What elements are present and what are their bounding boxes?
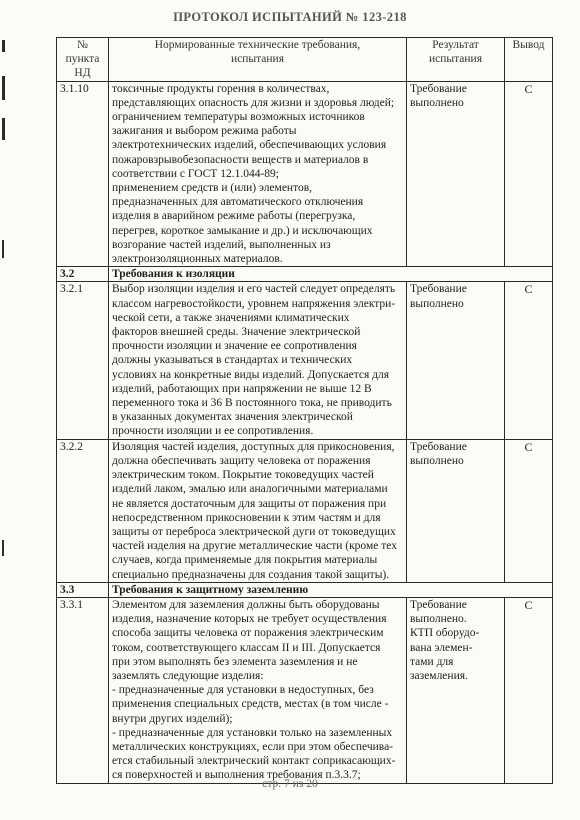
requirement-line: прочности изоляции и значение ее сопротивления [112, 340, 357, 353]
clause-number: 3.2.2 [57, 439, 109, 582]
table-body [57, 81, 553, 783]
requirement-text [109, 439, 407, 582]
section-number: 3.3 [57, 582, 109, 597]
requirement-line: зажигания и выбором режима работы [112, 125, 297, 138]
requirement-line: - предназначенные для установки только на заземленных [112, 726, 393, 739]
requirement-line: электроизоляционных материалов. [112, 253, 283, 266]
test-result [407, 282, 505, 439]
conclusion-mark: С [505, 439, 553, 582]
requirement-line: при этом выполнять без элемента заземления и не [112, 655, 358, 668]
clause-number: 3.2.1 [57, 282, 109, 439]
section-title: Требования к защитному заземлению [109, 582, 553, 597]
result-line: заземления. [410, 669, 468, 682]
column-header-conclusion: Вывод [505, 38, 553, 82]
result-line: выполнено. [410, 613, 467, 626]
requirement-line: классом нагревостойкости, уровнем напряжения электри- [112, 297, 396, 310]
result-line: выполнено [410, 454, 464, 467]
requirement-line: внутри других изделий); [112, 712, 233, 725]
table-header-row [57, 38, 553, 82]
page-title: ПРОТОКОЛ ИСПЫТАНИЙ № 123-218 [173, 10, 407, 24]
requirement-line: возгорание частей изделий, выполненных из [112, 238, 331, 251]
result-line: вана элемен- [410, 641, 473, 654]
section-row [57, 267, 553, 282]
column-header-clause-number [57, 38, 109, 82]
header-line: испытания [428, 53, 482, 66]
section-title: Требования к изоляции [109, 267, 553, 282]
requirement-line: ограничением температуры возможных источников [112, 111, 365, 124]
table-row [57, 439, 553, 582]
column-header-result [407, 38, 505, 82]
requirement-line: ся поверхностей и выполнения требования п.3.3.7; [112, 769, 361, 782]
requirement-line: в указанных документах значения электрической [112, 411, 353, 424]
test-result [407, 81, 505, 267]
requirement-line: не является достаточным для защиты от поражения при [112, 497, 387, 510]
header-line: Нормированные технические требования, [154, 39, 361, 51]
requirement-text [109, 597, 407, 783]
result-line: КТП оборудо- [410, 627, 480, 640]
header-line: Результат [432, 39, 479, 51]
clause-number: 3.3.1 [57, 597, 109, 783]
requirement-line: защиты от переброса электрической дуги от токоведущих [112, 525, 396, 538]
requirement-line: Выбор изоляции изделия и его частей следует определять [112, 283, 396, 296]
clause-number: 3.1.10 [57, 81, 109, 267]
requirement-line: применения специальных средств, местах (в том числе - [112, 698, 389, 711]
requirement-line: факторов внешней среды. Значение электрической [112, 326, 361, 339]
protocol-table [56, 37, 553, 784]
requirement-line: изделия, назначение которых не требует осуществления [112, 613, 387, 626]
table-row [57, 282, 553, 439]
requirement-line: электрическим током. Покрытие токоведущих частей [112, 469, 374, 482]
header-line: пункта [65, 53, 100, 66]
binding-marks [0, 0, 12, 820]
requirement-line: переменного тока и 36 В постоянного тока, не приводить [112, 397, 392, 410]
requirement-line: - предназначенные для установки в недоступных, без [112, 684, 374, 697]
requirement-line: частей изделия на другие металлические части (кроме тех [112, 540, 397, 553]
requirement-line: металлических конструкциях, если при этом обеспечива- [112, 740, 393, 753]
requirement-line: изделий лаком, эмалью или аналогичными материалами [112, 483, 388, 496]
requirement-line: предназначенных для автоматического отключения [112, 196, 364, 209]
requirement-line: условиях на конкретные виды изделий. Допускается для [112, 368, 390, 381]
requirement-line: заземлять следующие изделия: [112, 669, 264, 682]
result-line: тами для [410, 655, 454, 668]
requirement-line: должна обеспечивать защиту человека от поражения [112, 454, 371, 467]
result-line: выполнено [410, 297, 464, 310]
test-result [407, 439, 505, 582]
page-number: стр. 7 из 20 [262, 778, 318, 790]
requirement-line: ется стабильный электрический контакт соприкасающих- [112, 755, 396, 768]
header-line: № [77, 39, 88, 51]
requirement-line: прочности изоляции и ее сопротивления. [112, 425, 314, 438]
requirement-line: непосредственном прикосновении к этим частям и для [112, 511, 381, 524]
requirement-line: Изоляция частей изделия, доступных для прикосновения, [112, 440, 395, 453]
result-line: Требование [410, 283, 467, 296]
section-row [57, 582, 553, 597]
conclusion-mark: С [505, 597, 553, 783]
requirement-line: пожаровзрывобезопасности веществ и материалов в [112, 153, 369, 166]
requirement-line: Элементом для заземления должны быть оборудованы [112, 598, 380, 611]
requirement-line: соответствии с ГОСТ 12.1.044-89; [112, 167, 279, 180]
test-result [407, 597, 505, 783]
result-line: Требование [410, 82, 467, 95]
requirement-line: током, соответствующего классам II и III. Допускается [112, 641, 381, 654]
column-header-requirements [109, 38, 407, 82]
requirement-line: токсичные продукты горения в количествах, [112, 82, 330, 95]
conclusion-mark: С [505, 282, 553, 439]
header-line: испытания [230, 53, 284, 66]
requirement-line: перегрев, короткое замыкание и др.) и исключающих [112, 224, 373, 237]
requirement-line: изделия в аварийном режиме работы (перегрузка, [112, 210, 356, 223]
requirement-line: случаев, когда применяемые для покрытия материалы [112, 554, 378, 567]
requirement-line: способа защиты человека от поражения электрическим [112, 627, 384, 640]
table-row [57, 81, 553, 267]
requirement-line: представляющих опасность для жизни и здоровья людей; [112, 96, 395, 109]
requirement-text [109, 282, 407, 439]
requirement-line: должны указываться в стандартах и технических [112, 354, 353, 367]
result-line: Требование [410, 598, 467, 611]
requirement-line: применением средств и (или) элементов, [112, 182, 313, 195]
section-number: 3.2 [57, 267, 109, 282]
result-line: выполнено [410, 96, 464, 109]
requirement-line: специально предназначены для создания такой защиты). [112, 568, 390, 581]
conclusion-mark: С [505, 81, 553, 267]
requirement-line: изделий, работающих при напряжении не выше 12 В [112, 382, 372, 395]
requirement-line: ческой сети, а также значениями климатических [112, 311, 350, 324]
header-line: НД [74, 67, 91, 80]
result-line: Требование [410, 440, 467, 453]
table-row [57, 597, 553, 783]
requirement-line: электротехнических изделий, обеспечивающих условия [112, 139, 387, 152]
requirement-text [109, 81, 407, 267]
